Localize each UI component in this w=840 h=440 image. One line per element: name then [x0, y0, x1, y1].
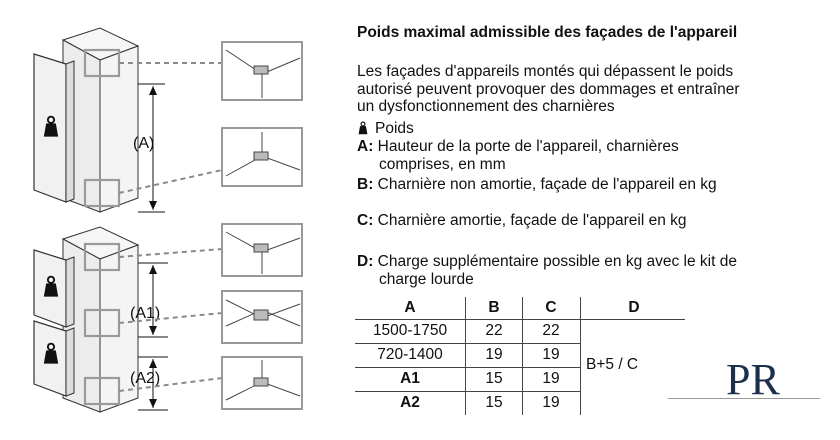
weight-icon: [357, 121, 369, 135]
table-cell: 19: [542, 370, 560, 387]
legend-c: [357, 212, 687, 230]
hinge-detail-icon: [222, 224, 302, 276]
legend-key-c: C:: [357, 212, 374, 229]
table-cell: 720-1400: [377, 346, 443, 363]
legend-key-a: A:: [357, 138, 374, 155]
legend-d: [357, 253, 737, 288]
table-cell: 1500-1750: [372, 322, 448, 339]
intro-line: un dysfonctionnement des charnières: [357, 98, 615, 115]
table-header: A: [404, 299, 416, 316]
table-cell: 15: [485, 394, 503, 411]
single-door-appliance: [34, 28, 165, 212]
table-cell-d: B+5 / C: [586, 356, 639, 373]
hinge-detail-icon: [222, 128, 302, 186]
table-cell: A1: [400, 370, 420, 387]
brand-logo-text: PR: [726, 355, 780, 404]
intro-paragraph: [357, 63, 740, 116]
legend-text-d: Charge supplémentaire possible en kg avec le kit de: [377, 253, 737, 270]
table-cell: 22: [542, 322, 560, 339]
legend-b: [357, 176, 717, 194]
dimension-label-a2: (A2): [130, 370, 161, 387]
table-cell: 19: [542, 346, 560, 363]
legend-text-a: Hauteur de la porte de l'appareil, charnières: [377, 138, 679, 155]
dimension-label-a: (A): [133, 135, 155, 152]
legend-weight-label: Poids: [375, 120, 414, 137]
table-header: C: [545, 299, 557, 316]
appliance-installation-diagram: [0, 0, 340, 440]
intro-line: autorisé peuvent provoquer des dommages et entraîner: [357, 80, 740, 98]
hinge-detail-icon: [222, 357, 302, 409]
table-cell: 19: [485, 346, 503, 363]
legend-key-b: B:: [357, 176, 374, 193]
table-header: D: [628, 299, 640, 316]
brand-logo: [722, 352, 782, 404]
table-cell: 19: [542, 394, 560, 411]
legend-text-d-cont: charge lourde: [379, 270, 474, 288]
legend-key-d: D:: [357, 253, 374, 270]
page-title: Poids maximal admissible des façades de l'appareil: [357, 24, 738, 41]
logo-underline: [668, 398, 820, 399]
intro-line: Les façades d'appareils montés qui dépassent le poids: [357, 63, 734, 80]
legend-weight: [357, 120, 414, 138]
legend-a: [357, 138, 679, 173]
hinge-detail-icon: [222, 291, 302, 343]
table-cell: A2: [400, 394, 420, 411]
table-cell: 15: [485, 370, 503, 387]
hinge-detail-icon: [222, 42, 302, 100]
table-header: B: [488, 299, 500, 316]
dimension-label-a1: (A1): [130, 305, 161, 322]
legend-text-c: Charnière amortie, façade de l'appareil en kg: [377, 212, 687, 229]
table-cell: 22: [485, 322, 503, 339]
legend-text-a-cont: comprises, en mm: [379, 155, 506, 173]
legend-text-b: Charnière non amortie, façade de l'appareil en kg: [377, 176, 717, 193]
